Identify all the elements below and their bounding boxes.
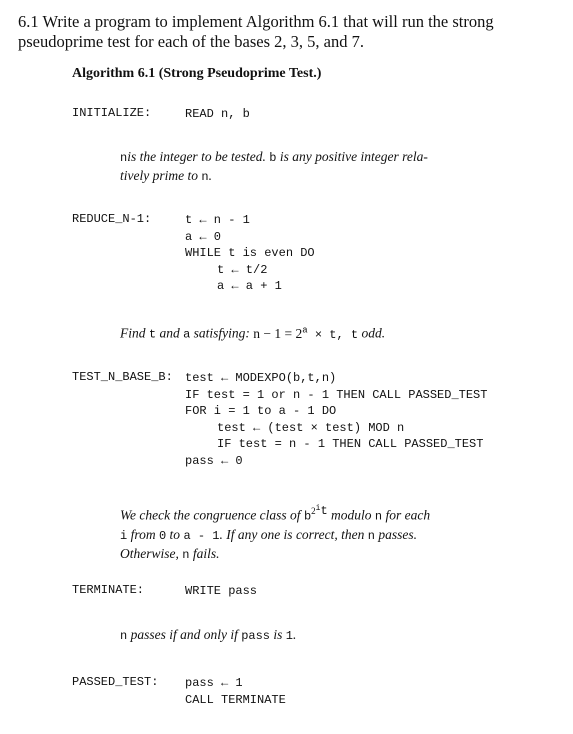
code-line: CALL TERMINATE — [185, 692, 286, 707]
code-line: FOR i = 1 to a - 1 DO — [185, 404, 337, 418]
note-text: and — [156, 325, 184, 341]
initialize-code: READ n, b — [185, 107, 250, 121]
terminate-note — [120, 626, 296, 645]
passed-code — [185, 675, 286, 708]
test-label: TEST_N_BASE_B: — [72, 370, 173, 384]
note-text: odd. — [358, 325, 386, 341]
code-line: test ← (test × test) MOD n — [217, 420, 405, 435]
problem-line-1: 6.1 Write a program to implement Algorithm 6.1 that will run the strong — [18, 12, 494, 31]
initialize-note — [120, 148, 428, 186]
test-code — [185, 370, 487, 469]
note-text: We check the congruence class of — [120, 507, 304, 523]
power-t: t — [320, 504, 328, 518]
note-text: passes if and only if — [127, 627, 242, 642]
var-n: n — [374, 509, 383, 524]
note-text: from — [127, 526, 159, 542]
terminate-code: WRITE pass — [185, 584, 258, 598]
var-pass: pass — [241, 629, 271, 643]
var-n: n — [182, 547, 190, 562]
formula-exponent: a — [302, 325, 308, 335]
val-a-minus-1: a - 1 — [183, 528, 220, 543]
initialize-label: INITIALIZE: — [72, 106, 152, 120]
reduce-note — [120, 322, 385, 344]
note-text: . — [208, 168, 212, 183]
note-text: passes. — [375, 526, 418, 542]
note-text: Find — [120, 325, 149, 341]
note-text: is the integer to be tested. — [127, 149, 270, 164]
var-n: n — [120, 151, 128, 165]
note-text: . — [292, 627, 297, 642]
test-note — [120, 500, 430, 564]
note-text: tively prime to — [120, 168, 202, 183]
var-b: b — [269, 151, 277, 165]
var-i: i — [120, 528, 128, 543]
val-1: 1 — [285, 629, 293, 643]
power-base: b — [303, 509, 312, 524]
code-line: pass ← 1 — [185, 676, 243, 690]
note-text: to — [166, 526, 184, 542]
power-two: 2 — [311, 506, 316, 516]
passed-label: PASSED_TEST: — [72, 675, 159, 689]
note-text: Otherwise, — [120, 545, 183, 561]
problem-line-2: pseudoprime test for each of the bases 2, 3, 5, and 7. — [18, 32, 364, 51]
note-text: for each — [382, 507, 431, 523]
code-line: IF test = n - 1 THEN CALL PASSED_TEST — [217, 437, 484, 451]
note-text: is — [270, 627, 286, 642]
formula — [253, 326, 358, 341]
code-line: IF test = 1 or n - 1 THEN CALL PASSED_TEST — [185, 387, 488, 402]
note-text: . If any one is correct, then — [219, 526, 368, 542]
code-line: test ← MODEXPO(b,t,n) — [185, 371, 337, 385]
note-text: modulo — [327, 507, 375, 523]
var-t: t — [148, 327, 157, 342]
formula-lhs: n − 1 = 2 — [253, 325, 303, 341]
code-line: pass ← 0 — [185, 453, 243, 468]
var-n: n — [120, 629, 128, 643]
var-n: n — [201, 170, 209, 184]
code-line: t ← t/2 — [217, 262, 268, 277]
note-text: is any positive integer rela- — [276, 149, 428, 164]
code-line: t ← n - 1 — [185, 213, 250, 227]
formula-rhs: × t, t — [307, 327, 359, 342]
reduce-label: REDUCE_N-1: — [72, 212, 152, 226]
algorithm-title: Algorithm 6.1 (Strong Pseudoprime Test.) — [72, 66, 322, 81]
problem-statement — [18, 12, 494, 52]
code-line: a ← 0 — [185, 229, 222, 244]
val-0: 0 — [158, 528, 167, 543]
note-text: satisfying: — [190, 325, 254, 341]
note-text: fails. — [189, 545, 220, 561]
reduce-code — [185, 212, 315, 295]
power-i: i — [315, 504, 321, 513]
var-a: a — [183, 327, 191, 342]
var-n: n — [367, 528, 375, 543]
code-line: WHILE t is even DO — [185, 246, 315, 260]
terminate-label: TERMINATE: — [72, 583, 145, 597]
code-line: a ← a + 1 — [217, 279, 282, 293]
